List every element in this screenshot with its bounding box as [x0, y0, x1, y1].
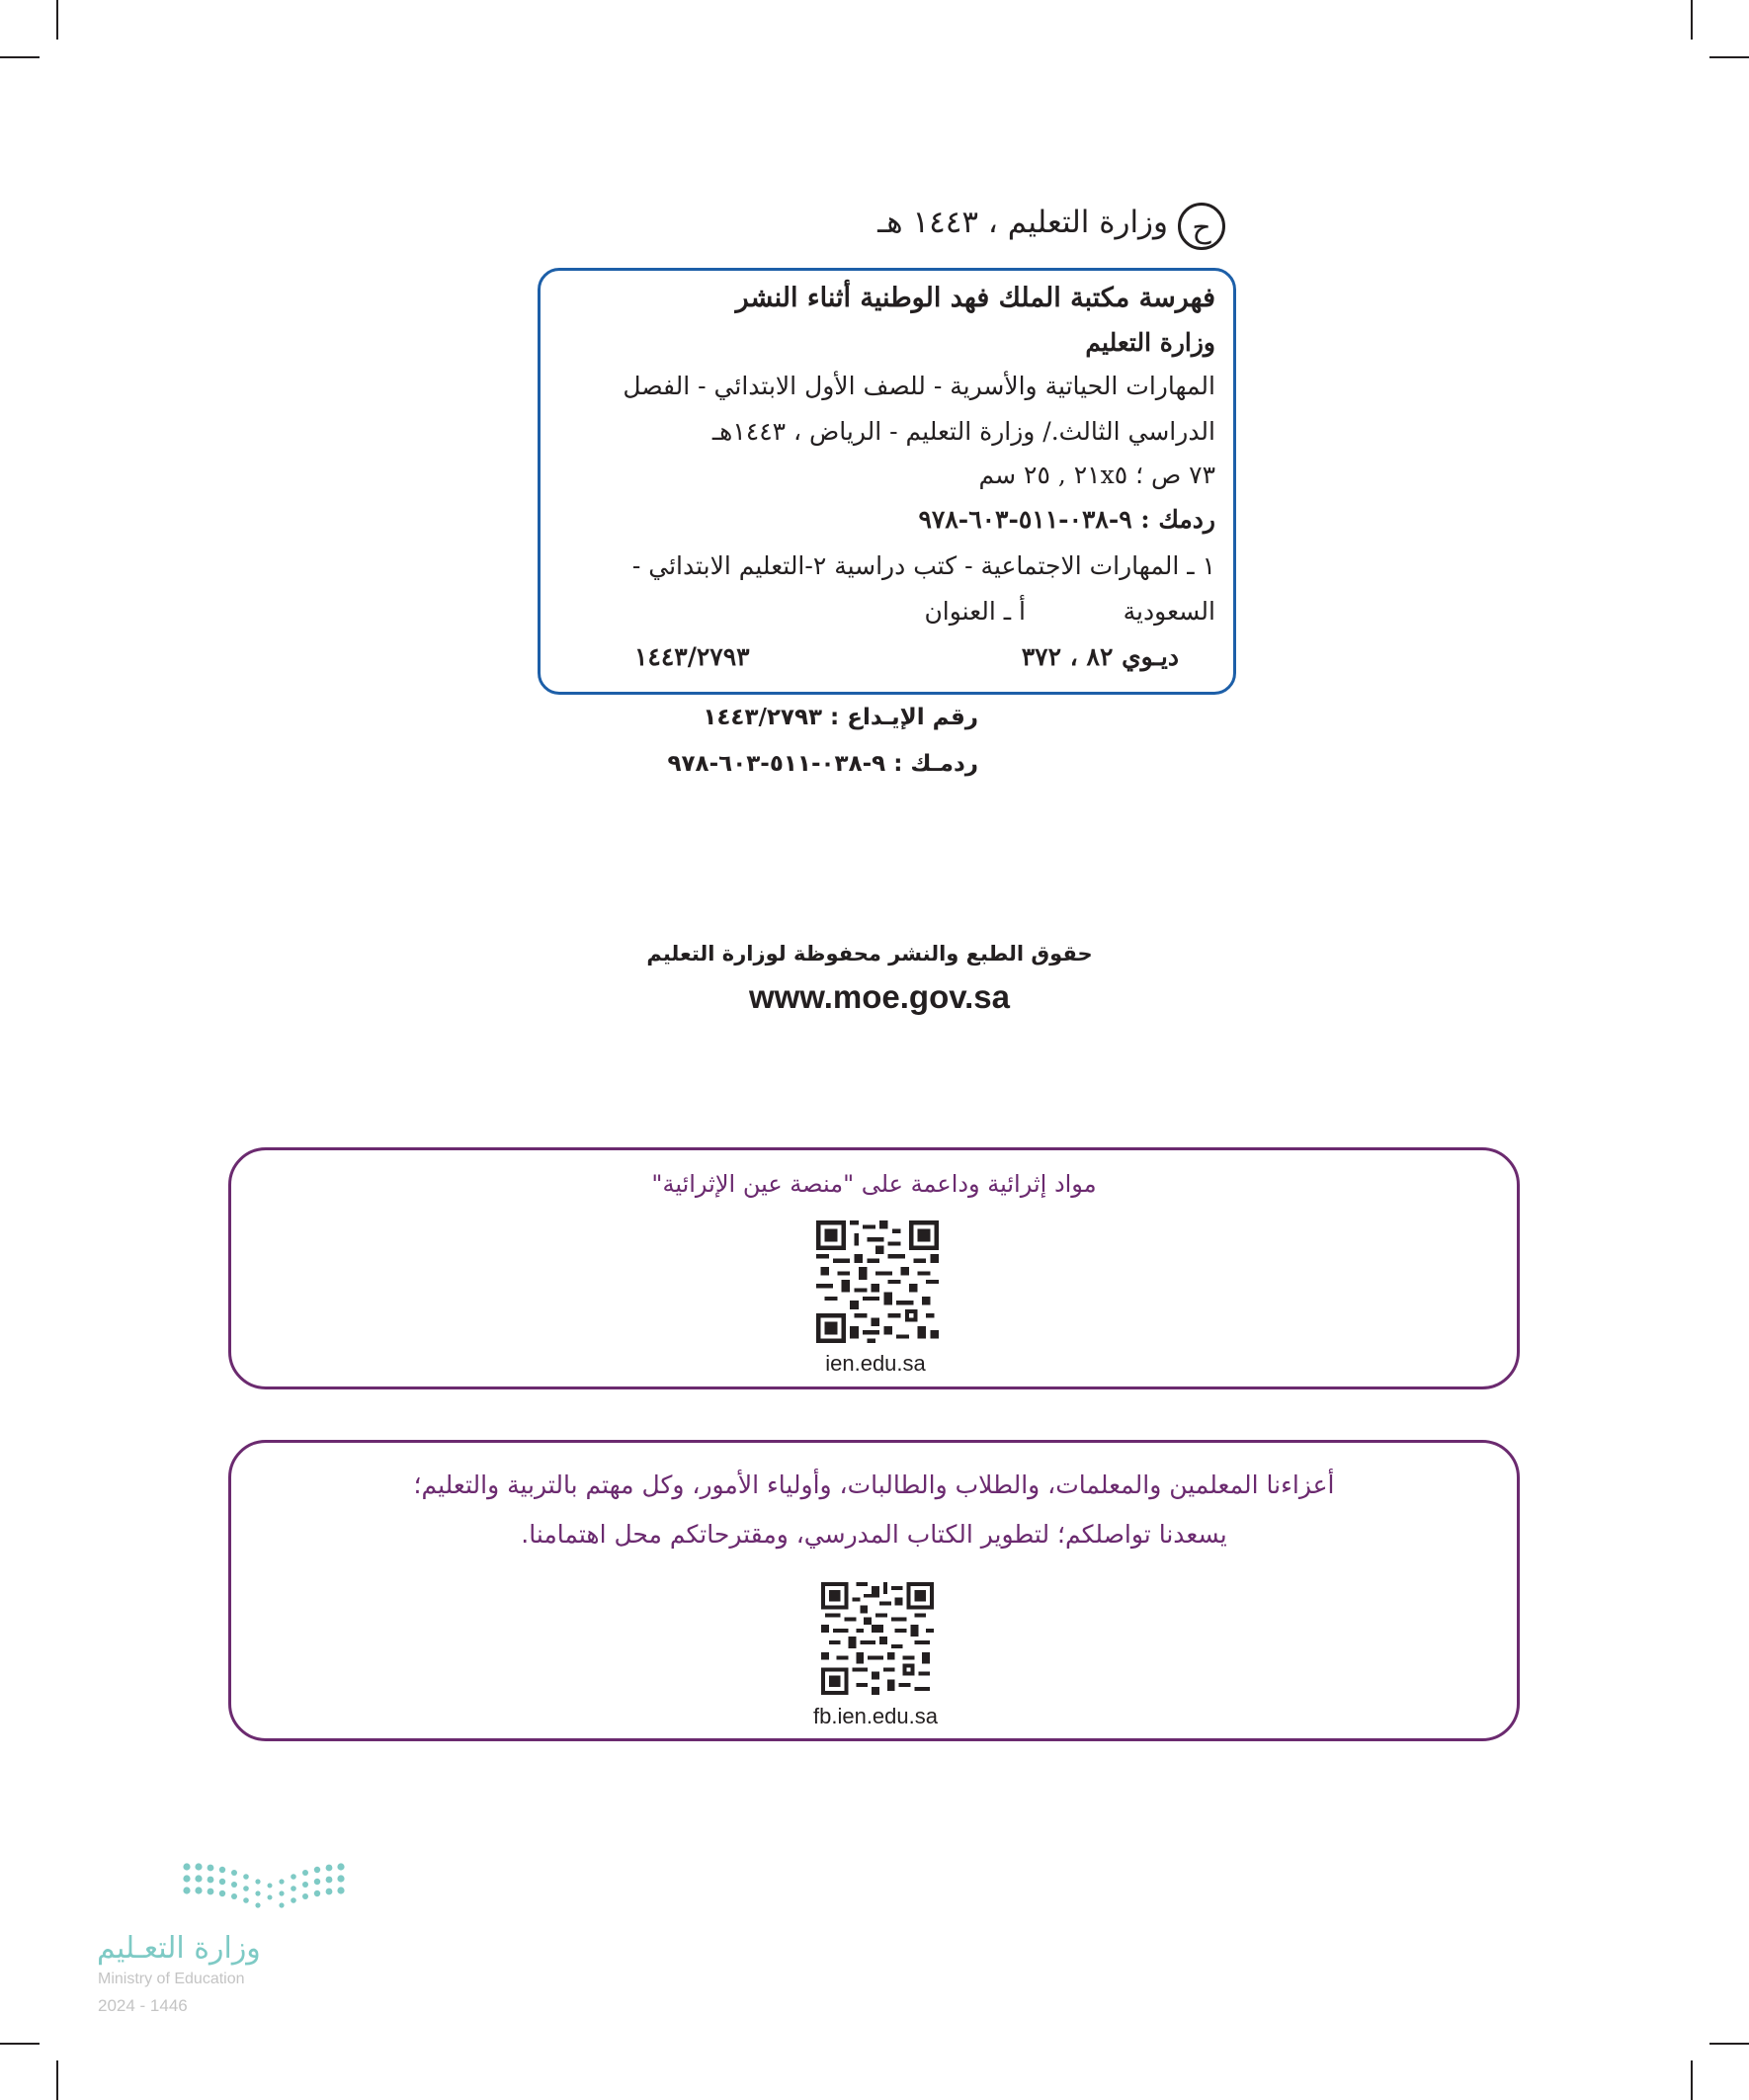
- catalog-author: وزارة التعليم: [1085, 328, 1215, 357]
- ien-qr-caption[interactable]: ien.edu.sa: [825, 1351, 926, 1376]
- catalog-isbn: ردمك : ٩-٠٣٨-٥١١-٦٠٣-٩٧٨: [918, 505, 1215, 534]
- crop-mark: [1691, 2060, 1693, 2100]
- feedback-qr-code[interactable]: [821, 1582, 934, 1695]
- crop-mark: [56, 2060, 58, 2100]
- feedback-line-1: أعزاءنا المعلمين والمعلمات، والطلاب والطالبات، وأولياء الأمور، وكل مهتم بالتربية والتعليم؛: [413, 1470, 1335, 1499]
- ien-box-text: مواد إثرائية وداعمة على "منصة عين الإثرائية": [651, 1170, 1097, 1198]
- catalog-deposit-number: ١٤٤٣/٢٧٩٣: [634, 642, 750, 671]
- catalog-subjects-line-1: ١ ـ المهارات الاجتماعية - كتب دراسية ٢-التعليم الابتدائي -: [631, 551, 1215, 580]
- ien-platform-box: [228, 1147, 1520, 1389]
- crop-mark: [1691, 0, 1693, 40]
- ministry-logo-icon: [181, 1861, 351, 1916]
- deposit-number-line: رقم الإيـداع : ١٤٤٣/٢٧٩٣: [703, 705, 978, 730]
- catalog-heading: فهرسة مكتبة الملك فهد الوطنية أثناء النشر: [735, 283, 1215, 313]
- isbn-line: ردمـك : ٩-٠٣٨-٥١١-٦٠٣-٩٧٨: [667, 751, 978, 777]
- copyright-symbol: ح: [1178, 203, 1225, 250]
- catalog-subjects-country: السعودية: [1123, 597, 1215, 626]
- feedback-box: [228, 1440, 1520, 1741]
- catalog-title-line-1: المهارات الحياتية والأسرية - للصف الأول الابتدائي - الفصل: [623, 372, 1215, 400]
- crop-mark: [1709, 56, 1749, 58]
- catalog-physical-description: ٧٣ ص ؛ ٢١x٥ , ٢٥ سم: [978, 461, 1215, 489]
- ministry-website-link[interactable]: www.moe.gov.sa: [748, 978, 1011, 1015]
- crop-mark: [0, 56, 40, 58]
- ministry-logo-year: 2024 - 1446: [98, 1996, 188, 2015]
- catalog-title-line-2: الدراسي الثالث./ وزارة التعليم - الرياض ، ١٤٤٣هـ: [711, 417, 1215, 446]
- ministry-logo-english: Ministry of Education: [98, 1971, 245, 1987]
- ministry-logo-arabic: وزارة التعـليم: [97, 1931, 261, 1966]
- catalog-record-box: [538, 268, 1236, 695]
- catalog-subjects-title: أ ـ العنوان: [924, 597, 1026, 626]
- feedback-line-2: يسعدنا تواصلكم؛ لتطوير الكتاب المدرسي، ومقترحاتكم محل اهتمامنا.: [521, 1520, 1227, 1549]
- crop-mark: [0, 2043, 40, 2045]
- crop-mark: [1709, 2043, 1749, 2045]
- catalog-dewey: ديـوي ٨٢ ، ٣٧٢: [1021, 642, 1179, 671]
- crop-mark: [56, 0, 58, 40]
- copyright-text: وزارة التعليم ، ١٤٤٣ هـ: [877, 205, 1168, 240]
- copyright-line: [810, 203, 1225, 260]
- ien-qr-code[interactable]: [816, 1220, 939, 1343]
- feedback-qr-caption[interactable]: fb.ien.edu.sa: [813, 1704, 938, 1728]
- rights-statement: حقوق الطبع والنشر محفوظة لوزارة التعليم: [646, 942, 1093, 966]
